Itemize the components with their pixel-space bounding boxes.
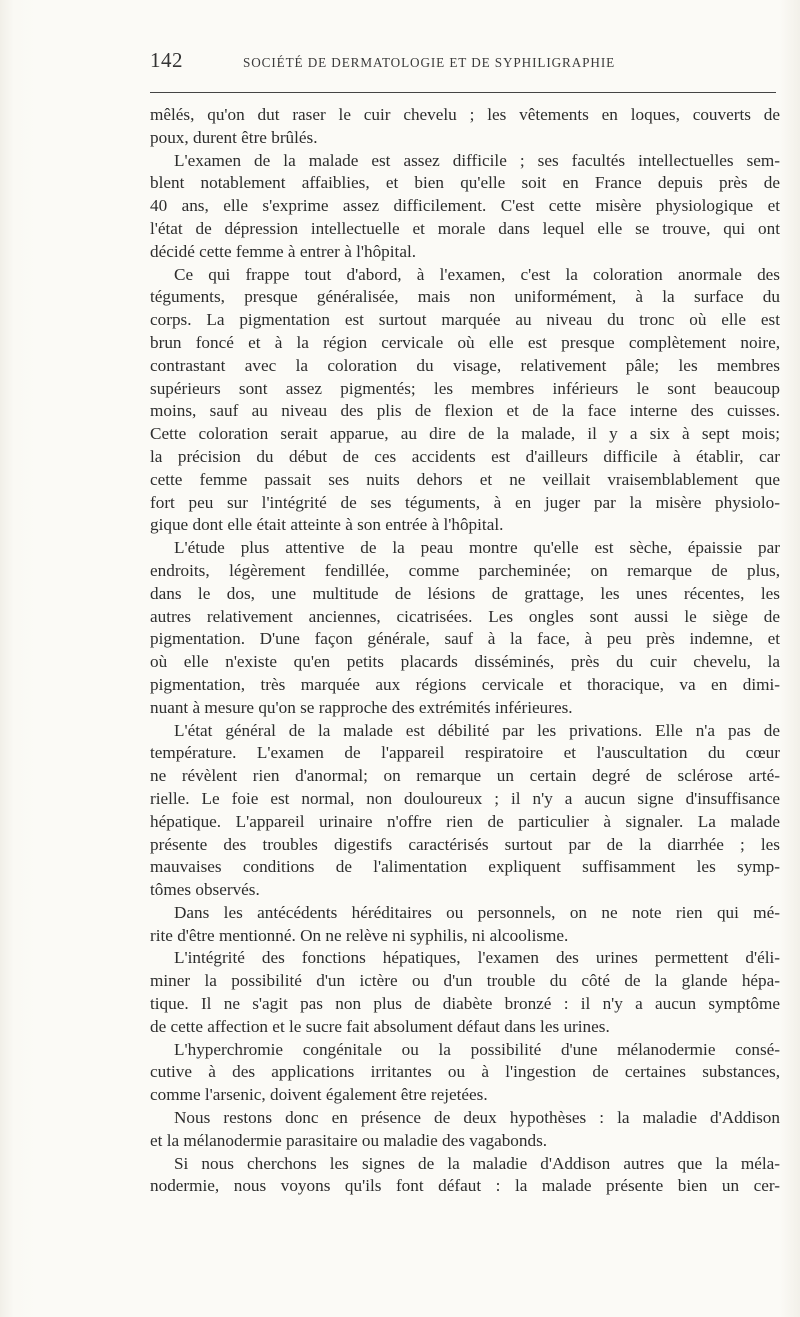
text-line: corps. La pigmentation est surtout marquée au niveau du tronc où elle est	[150, 310, 780, 330]
text-line: L'intégrité des fonctions hépatiques, l'examen des urines permettent d'éli-	[174, 948, 780, 968]
text-line: présente des troubles digestifs caractérisés surtout par de la diarrhée ; les	[150, 834, 780, 854]
text-line: Si nous cherchons les signes de la maladie d'Addison autres que la méla-	[174, 1153, 780, 1173]
text-line: ne révèlent rien d'anormal; on remarque un certain degré de sclérose arté-	[150, 766, 780, 786]
text-line: Nous restons donc en présence de deux hypothèses : la maladie d'Addison	[174, 1108, 780, 1128]
text-line: de cette affection et le sucre fait absolument défaut dans les urines.	[150, 1016, 610, 1036]
text-line: décidé cette femme à entrer à l'hôpital.	[150, 241, 417, 261]
text-line: comme l'arsenic, doivent également être rejetées.	[150, 1085, 488, 1105]
text-line: l'état de dépression intellectuelle et morale dans lequel elle se trouve, qui ont	[150, 218, 780, 238]
text-line: pigmentation. D'une façon générale, sauf à la face, à peu près indemne, et	[150, 629, 780, 649]
text-line: blent notablement affaiblies, et bien qu'elle soit en France depuis près de	[150, 173, 780, 193]
text-line: téguments, presque généralisée, mais non uniformément, à la surface du	[150, 287, 780, 307]
text-line: mauvaises conditions de l'alimentation expliquent suffisamment les symp-	[150, 857, 780, 877]
text-line: tique. Il ne s'agit pas non plus de diabète bronzé : il n'y a aucun symptôme	[150, 994, 780, 1014]
text-line: nodermie, nous voyons qu'ils font défaut : la malade présente bien un cer-	[150, 1176, 780, 1196]
text-line: L'examen de la malade est assez difficile ; ses facultés intellectuelles sem-	[174, 150, 780, 170]
text-line: Dans les antécédents héréditaires ou personnels, on ne note rien qui mé-	[174, 902, 780, 922]
text-line: poux, durent être brûlés.	[150, 127, 318, 147]
text-line: rite d'être mentionné. On ne relève ni syphilis, ni alcoolisme.	[150, 925, 569, 945]
page-header	[150, 48, 776, 78]
header-rule	[150, 92, 776, 93]
text-line: où elle n'existe qu'en petits placards disséminés, près du cuir chevelu, la	[150, 652, 780, 672]
text-line: 40 ans, elle s'exprime assez difficilement. C'est cette misère physiologique et	[150, 196, 780, 216]
text-line: fort peu sur l'intégrité de ses téguments, à en juger par la misère physiolo-	[150, 492, 780, 512]
body-text	[150, 104, 780, 1198]
text-line: moins, sauf au niveau des plis de flexion et de la face interne des cuisses.	[150, 401, 780, 421]
text-line: dans le dos, une multitude de lésions de grattage, les unes récentes, les	[150, 583, 780, 603]
text-line: tômes observés.	[150, 880, 260, 900]
text-line: autres relativement anciennes, cicatrisées. Les ongles sont aussi le siège de	[150, 606, 780, 626]
text-line: supérieurs sont assez pigmentés; les membres inférieurs le sont beaucoup	[150, 378, 780, 398]
text-line: L'hyperchromie congénitale ou la possibilité d'une mélanodermie consé-	[174, 1039, 780, 1059]
text-line: endroits, légèrement fendillée, comme parcheminée; on remarque de plus,	[150, 560, 780, 580]
text-line: la précision du début de ces accidents est d'ailleurs difficile à établir, car	[150, 446, 780, 466]
running-title: SOCIÉTÉ DE DERMATOLOGIE ET DE SYPHILIGRAPHIE	[243, 55, 616, 70]
text-line: mêlés, qu'on dut raser le cuir chevelu ; les vêtements en loques, couverts de	[150, 105, 780, 124]
text-line: L'état général de la malade est débilité par les privations. Elle n'a pas de	[174, 720, 780, 740]
text-line: Ce qui frappe tout d'abord, à l'examen, c'est la coloration anormale des	[174, 264, 780, 284]
text-line: température. L'examen de l'appareil respiratoire et l'auscultation du cœur	[150, 743, 780, 763]
text-line: hépatique. L'appareil urinaire n'offre rien de particulier à signaler. La malade	[150, 811, 780, 831]
text-line: contrastant avec la coloration du visage, relativement pâle; les membres	[150, 355, 780, 375]
text-line: Cette coloration serait apparue, au dire de la malade, il y a six à sept mois;	[150, 424, 780, 444]
text-line: rielle. Le foie est normal, non douloureux ; il n'y a aucun signe d'insuffisance	[150, 788, 780, 808]
text-line: cette femme passait ses nuits dehors et ne veillait vraisemblablement que	[150, 469, 780, 489]
text-line: L'étude plus attentive de la peau montre qu'elle est sèche, épaissie par	[174, 538, 780, 558]
text-line: cutive à des applications irritantes ou à l'ingestion de certaines substances,	[150, 1062, 780, 1082]
text-line: gique dont elle était atteinte à son entrée à l'hôpital.	[150, 515, 504, 535]
text-line: pigmentation, très marquée aux régions cervicale et thoracique, va en dimi-	[150, 674, 780, 694]
page-number: 142	[150, 48, 183, 72]
text-line: et la mélanodermie parasitaire ou maladie des vagabonds.	[150, 1130, 548, 1150]
text-line: miner la possibilité d'un ictère ou d'un trouble du côté de la glande hépa-	[150, 971, 780, 991]
text-line: nuant à mesure qu'on se rapproche des extrémités inférieures.	[150, 697, 573, 717]
text-line: brun foncé et à la région cervicale où elle est presque complètement noire,	[150, 332, 780, 352]
